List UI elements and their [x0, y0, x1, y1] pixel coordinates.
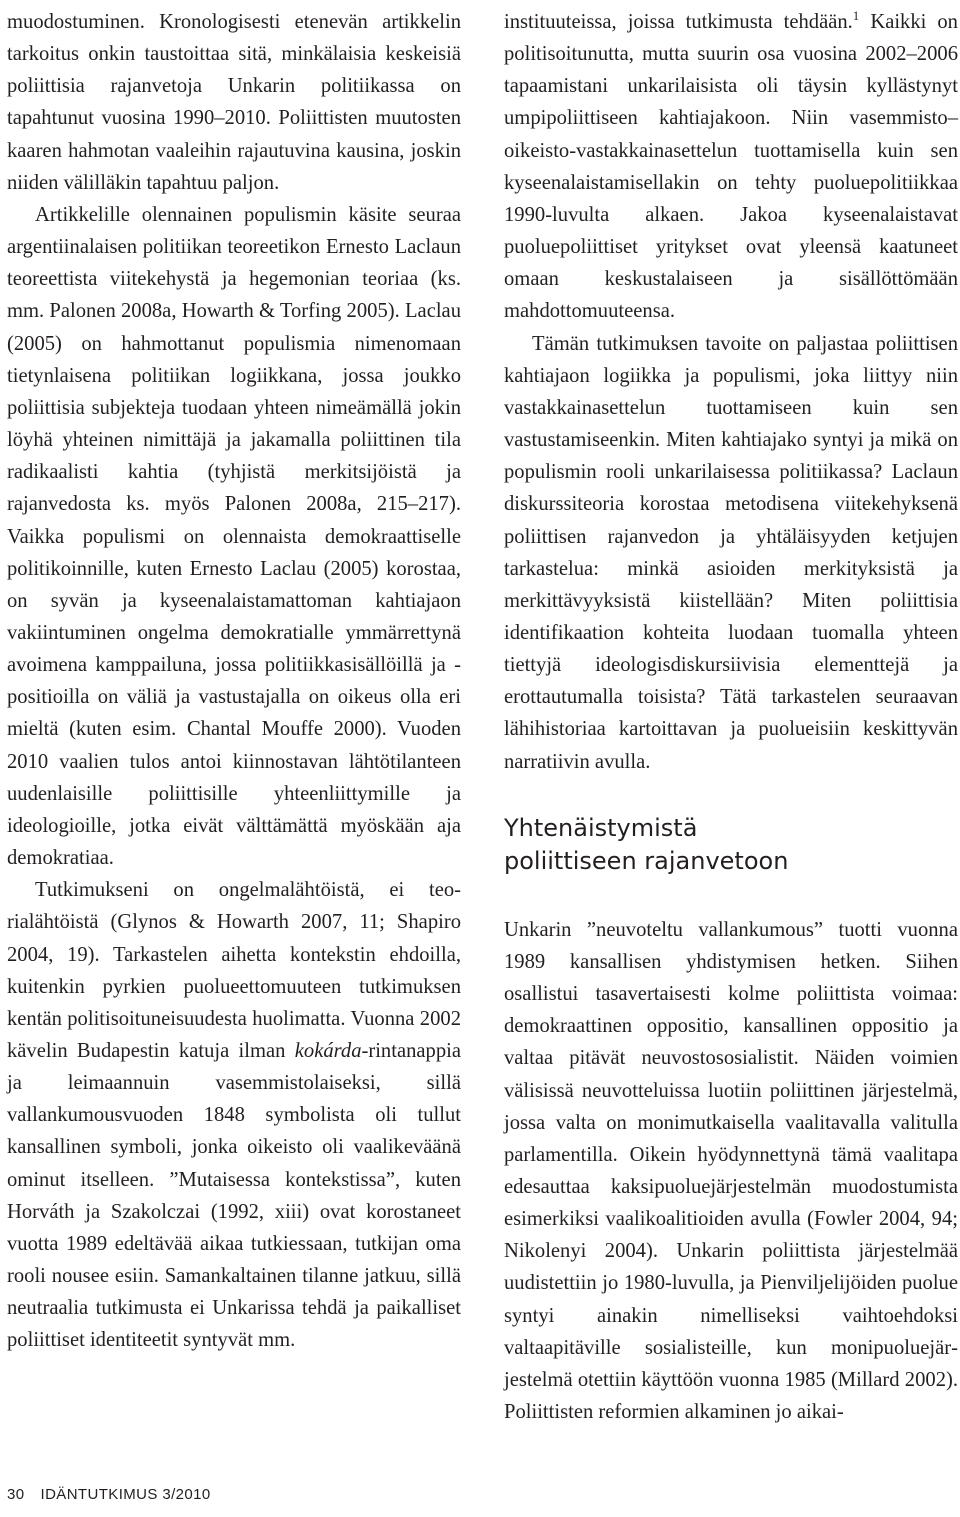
- footnote-reference[interactable]: 1: [852, 8, 860, 23]
- left-column: [7, 6, 461, 1357]
- paragraph-negotiated-revolution: Unkarin ”neuvoteltu vallankumous” tuotti vuonna 1989 kansallisen yhdistymisen hetken. Siihen osallistui tasavertaisesti kolme poliittista voimaa: demokraattinen oppositio, kansallinen oppositio ja valtaa pitävät neuvostososialistit. Näiden voimien välisissä neuvotteluissa luotiin poliittinen järjestelmä, jossa valta on monimutkaisella vaalitavalla valitulla parlamentilla. Oikein hyödynnettynä tämä vaalitapa edesauttaa kaksipuoluejärjestelmän muodostumista esimerkiksi vaalikoalitioiden avulla (Fowler 2004, 94; Nikolenyi 2004). Unkarin poliittista järjestelmää uudistettiin jo 1980-luvulla, ja Pienviljelijöiden puolue syntyi ainakin nimelliseksi vaihtoehdoksi valtaapitäville sosialisteille, kun monipuoluejärjestelmä otettiin käyttöön vuonna 1985 (Millard 2002). Poliittisten reformien alkaminen jo aikai-: [504, 918, 958, 1424]
- paragraph-text: -rintanappia ja leimaannuin vasemmistolaiseksi, sillä vallankumousvuoden 1848 symbolista oli tullut kansallinen symboli, jonka oikeisto oli vaalikeväänä ominut itselleen. ”Mutaisessa kontekstissa”, kuten Horváth ja Szakolczai (1992, xiii) ovat korostaneet vuotta 1989 edeltävää aikaa tutkiessaan, tutkijan oma rooli nousee esiin. Samankaltainen tilanne jatkuu, sillä neutraalia tutkimusta ei Unkarissa tehdä ja paikalliset poliittiset identiteetit syntyvät mm.: [7, 1040, 461, 1352]
- section-heading-line: poliittiseen rajanvetoon: [504, 846, 789, 875]
- paragraph-text: instituuteissa, joissa tutkimusta tehdään.: [504, 11, 853, 33]
- italic-term: kokárda: [294, 1040, 362, 1062]
- page-footer: [7, 1486, 211, 1503]
- section-heading-line: Yhtenäistymistä: [504, 813, 698, 842]
- paragraph-politicization: [504, 6, 958, 328]
- section-heading: [504, 812, 958, 878]
- right-column: [504, 6, 958, 1428]
- paragraph-populism-concept: Artikkelille olennainen populismin käsite seuraa argentiinalaisen politiikan teoreetikon Ernesto Laclaun teoreettista viitekehystä ja hegemonian teoriaa (ks. mm. Palonen 2008a, Howarth & Torfing 2005). Laclau (2005) on hahmottanut populismia nimenomaan tietynlaisena politiikan logiikkana, jossa joukko poliittisia subjekteja tuodaan yhteen nimeämällä jokin löyhä yhteinen nimittäjä ja jakamalla poliittinen tila radikaalisti kahtia (tyhjistä merkitsijöistä ja rajanvedosta ks. myös Palonen 2008a, 215–217). Vaikka populismi on olennaista demokraattiselle politikoinnille, kuten Ernesto Laclau (2005) korostaa, on syvän ja kyseenalaistamattoman kahtiajaon vakiintuminen ongelma demokratialle ymmärrettynä avoimena kamppailuna, jossa politiikkasisällöillä ja -positioilla on väliä ja vastustajalla on oikeus olla eri mieltä (kuten esim. Chantal Mouffe 2000). Vuoden 2010 vaalien tulos antoi kiinnostavan lähtötilanteen uudenlaisille poliittisille yhteenliittymille ja ideologioille, jotka eivät välttämättä myöskään aja demokratiaa.: [7, 203, 461, 870]
- paragraph-research-approach: [7, 874, 461, 1356]
- journal-name: IDÄNTUTKIMUS 3/2010: [40, 1486, 211, 1503]
- paragraph-text: Tutkimukseni on ongelmalähtöistä, ei teorialähtöistä (Glynos & Howarth 2007, 11; Shapiro 2004, 19). Tarkastelen aihetta kontekstin ehdoilla, kuitenkin pyrkien puolueettomuuteen tutkimuksen kentän politisoituneisuudesta huolimatta. Vuonna 2002 kävelin Budapestin katuja ilman: [7, 879, 461, 1062]
- paragraph-intro: muodostuminen. Kronologisesti etenevän artikkelin tarkoitus onkin taustoittaa sitä, minkälaisia keskeisiä poliittisia rajanvetoja Unkarin politiikassa on tapahtunut vuosina 1990–2010. Poliittisten muutosten kaaren hahmotan vaaleihin rajautuvina kausina, joskin niiden välilläkin tapahtuu paljon.: [7, 11, 461, 194]
- paragraph-research-goal: Tämän tutkimuksen tavoite on paljastaa poliittisen kahtiajaon logiikka ja populismi, joka liittyy niin vastakkainasettelun tuottamiseen kuin sen vastustamiseenkin. Miten kahtiajako syntyi ja mikä on populismin rooli unkarilaisessa politiikassa? Laclaun diskurssiteoria korostaa metodisena viitekehyksenä poliittisen rajanvedon ja yhtäläisyyden ketjujen tarkastelua: minkä asioiden merkityksistä ja merkittävyyksistä kiistellään? Miten poliittisia identifikaation kohteita luodaan tuomalla yhteen tiettyjä ideologisdiskursiivisia elementtejä ja erottautumalla toisista? Tätä tarkastelen seuraavan lähihistoriaa kartoittavan ja puolueisiin keskittyvän narratiivin avulla.: [504, 332, 958, 773]
- paragraph-text: Kaikki on politisoitunutta, mutta suurin osa vuosina 2002–2006 tapaamistani unkarilaisista oli täysin kyllästynyt umpipoliittiseen kahtiajakoon. Niin vasemmisto–oikeisto-vastakkainasettelun tuottamisella kuin sen kyseenalaistamisellakin on tehty puoluepolitiikkaa 1990-luvulta alkaen. Jakoa kyseenalaistavat puoluepoliittiset yritykset ovat yleensä kaatuneet omaan keskustalaiseen ja sisällöttömään mahdottomuuteensa.: [504, 11, 958, 323]
- page-number: 30: [7, 1486, 25, 1503]
